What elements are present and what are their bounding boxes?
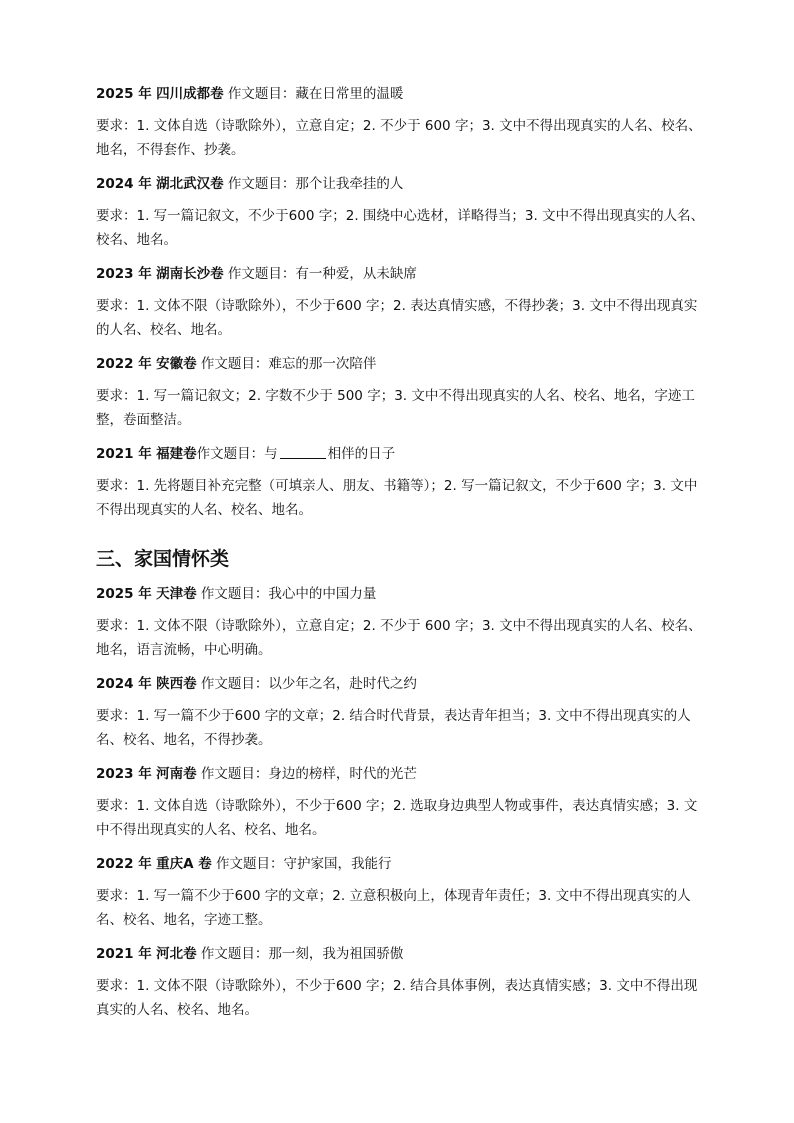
entry-year: 2022 年 [96,356,152,372]
entry-requirement: 要求：1. 文体自选（诗歌除外），立意自定；2. 不少于 600 字；3. 文中不得出现真实的人名、校名、地名，不得套作、抄袭。 [96,118,702,158]
entry-2022-anhui [96,354,706,432]
entry-requirement: 要求：1. 文体不限（诗歌除外），立意自定；2. 不少于 600 字；3. 文中不得出现真实的人名、校名、地名，语言流畅，中心明确。 [96,618,702,658]
entry-2022-chongqing [96,854,706,932]
entry-requirement: 要求：1. 先将题目补充完整（可填亲人、朋友、书籍等）；2. 写一篇记叙文，不少于600 字；3. 文中不得出现真实的人名、校名、地名。 [96,478,698,518]
entry-topic: 那一刻，我为祖国骄傲 [268,946,404,962]
entry-requirement: 要求：1. 文体不限（诗歌除外），不少于600 字；2. 结合具体事例，表达真情实感；3. 文中不得出现真实的人名、校名、地名。 [96,978,698,1018]
entry-year: 2024 年 [96,676,152,692]
entry-title [96,444,706,464]
entry-year: 2021 年 [96,446,152,462]
entry-region: 四川成都卷 [156,86,224,102]
entry-2025-tianjin [96,584,706,662]
entry-year: 2023 年 [96,266,152,282]
document-page [96,84,706,1034]
entry-title [96,944,706,964]
entry-2023-henan [96,764,706,842]
entry-title [96,584,706,604]
entry-topic: 身边的榜样，时代的光芒 [268,766,417,782]
entry-label: 作文题目： [200,946,269,962]
entry-year: 2024 年 [96,176,152,192]
entry-label: 作文题目： [200,766,269,782]
entry-label: 作文题目： [216,856,284,872]
entry-label: 作文题目： [200,356,269,372]
entry-region: 重庆A 卷 [156,856,212,872]
entry-topic: 守护家国，我能行 [283,856,392,872]
entry-year: 2023 年 [96,766,152,782]
entry-2024-wuhan [96,174,706,252]
entry-2025-chengdu [96,84,706,162]
entry-requirement: 要求：1. 写一篇不少于600 字的文章；2. 结合时代背景，表达青年担当；3. 文中不得出现真实的人名、校名、地名，不得抄袭。 [96,708,691,748]
entry-year: 2025 年 [96,586,152,602]
entry-2023-changsha [96,264,706,342]
entry-year: 2025 年 [96,86,152,102]
entry-title [96,84,706,104]
entry-2021-fujian [96,444,706,522]
entry-title [96,854,706,874]
entry-topic: 那个让我牵挂的人 [295,176,404,192]
entry-requirement: 要求：1. 写一篇不少于600 字的文章；2. 立意积极向上，体现青年责任；3. 文中不得出现真实的人名、校名、地名，字迹工整。 [96,888,691,928]
entry-label: 作文题目： [227,266,296,282]
entry-year: 2021 年 [96,946,152,962]
entry-title [96,354,706,374]
entry-title [96,174,706,194]
fill-in-blank [280,444,326,459]
entry-topic: 藏在日常里的温暖 [295,86,404,102]
entry-region: 天津卷 [156,586,197,602]
entry-topic-after: 相伴的日子 [327,446,396,462]
entry-requirement: 要求：1. 文体自选（诗歌除外），不少于600 字；2. 选取身边典型人物或事件，表达真情实感；3. 文中不得出现真实的人名、校名、地名。 [96,798,698,838]
entry-topic: 难忘的那一次陪伴 [268,356,377,372]
entry-title [96,674,706,694]
entry-region: 河北卷 [156,946,197,962]
entry-region: 福建卷 [156,446,197,462]
entry-year: 2022 年 [96,856,152,872]
entry-topic-before: 与 [264,446,278,462]
entry-title [96,264,706,284]
entry-2021-hebei [96,944,706,1022]
entry-title [96,764,706,784]
entry-label: 作文题目： [227,86,296,102]
entry-topic: 我心中的中国力量 [268,586,377,602]
entry-label: 作文题目： [196,446,265,462]
entry-region: 湖南长沙卷 [156,266,224,282]
entry-region: 陕西卷 [156,676,197,692]
entry-requirement: 要求：1. 文体不限（诗歌除外），不少于600 字；2. 表达真情实感，不得抄袭；3. 文中不得出现真实的人名、校名、地名。 [96,298,698,338]
entry-2024-shaanxi [96,674,706,752]
entry-region: 湖北武汉卷 [156,176,224,192]
entry-label: 作文题目： [227,176,296,192]
entry-requirement: 要求：1. 写一篇记叙文，不少于600 字；2. 围绕中心选材，详略得当；3. 文中不得出现真实的人名、校名、地名。 [96,208,705,248]
entry-label: 作文题目： [200,586,269,602]
entry-region: 河南卷 [156,766,197,782]
entry-topic: 有一种爱，从未缺席 [295,266,417,282]
entry-requirement: 要求：1. 写一篇记叙文；2. 字数不少于 500 字；3. 文中不得出现真实的人名、校名、地名，字迹工整，卷面整洁。 [96,388,695,428]
entry-label: 作文题目： [200,676,269,692]
section-heading: 三、家国情怀类 [96,548,230,570]
entry-region: 安徽卷 [156,356,197,372]
entry-topic: 以少年之名，赴时代之约 [268,676,417,692]
